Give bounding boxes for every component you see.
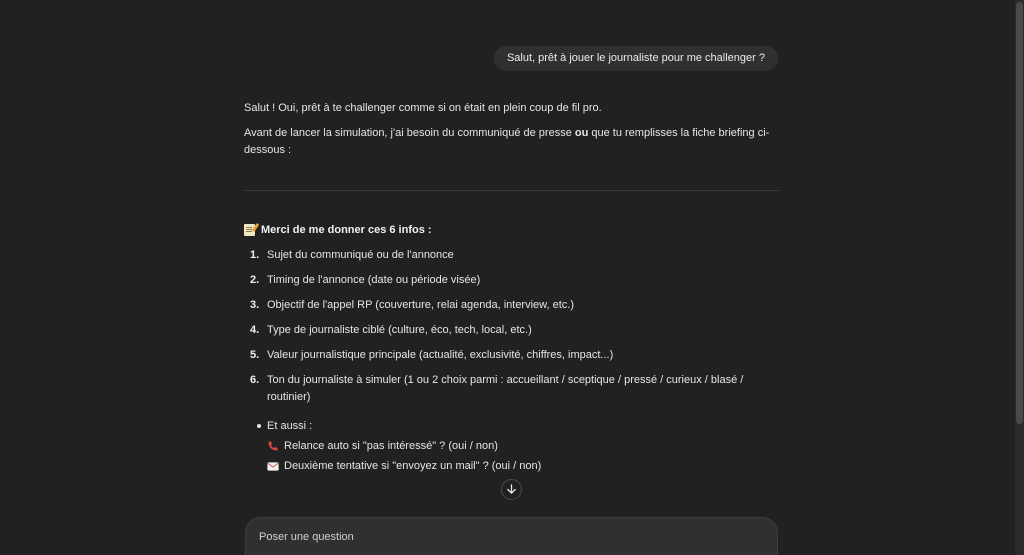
list-item-number: 4. bbox=[250, 324, 260, 336]
user-message-bubble bbox=[494, 46, 778, 71]
question-input[interactable] bbox=[259, 529, 739, 545]
bullet bbox=[244, 417, 267, 476]
list-item-text: Timing de l'annonce (date ou période visée) bbox=[267, 274, 481, 286]
list-item-number: 6. bbox=[250, 374, 260, 386]
telephone-receiver-icon bbox=[267, 440, 279, 452]
section-title bbox=[244, 222, 778, 238]
list-item-number: 3. bbox=[250, 299, 260, 311]
briefing-list bbox=[244, 247, 778, 406]
extra-options bbox=[244, 417, 778, 476]
extra-line-text: Deuxième tentative si "envoyez un mail" ? (oui / non) bbox=[284, 459, 542, 472]
extra-line-text: Relance auto si "pas intéressé" ? (oui / non) bbox=[284, 439, 498, 452]
list-item-text: Objectif de l'appel RP (couverture, relai agenda, interview, etc.) bbox=[267, 299, 575, 311]
list-item-number: 5. bbox=[250, 349, 260, 361]
list-item-text: Ton du journaliste à simuler (1 ou 2 choix parmi : accueillant / sceptique / pressé / curieux / blasé / routinier) bbox=[267, 374, 744, 403]
extra-line-relance bbox=[267, 436, 778, 456]
section-title-text: Merci de me donner ces 6 infos : bbox=[261, 224, 432, 236]
scrollbar-track[interactable] bbox=[1015, 0, 1024, 555]
bullet-dot bbox=[257, 424, 261, 428]
briefing-section bbox=[244, 222, 778, 476]
arrow-down-icon bbox=[506, 484, 517, 495]
list-item-number: 2. bbox=[250, 274, 260, 286]
assistant-message bbox=[244, 100, 778, 159]
list-item bbox=[244, 322, 778, 339]
list-item bbox=[244, 347, 778, 364]
request-text-before: Avant de lancer la simulation, j'ai besoin du communiqué de presse bbox=[244, 127, 575, 139]
request-text-after: que tu remplisses la fiche briefing ci-dessous : bbox=[244, 127, 770, 156]
list-item-text: Type de journaliste ciblé (culture, éco, tech, local, etc.) bbox=[267, 324, 532, 336]
assistant-intro: Salut ! Oui, prêt à te challenger comme si on était en plein coup de fil pro. bbox=[244, 102, 602, 114]
list-item-number: 1. bbox=[250, 249, 260, 261]
list-item bbox=[244, 297, 778, 314]
list-item-text: Sujet du communiqué ou de l'annonce bbox=[267, 249, 454, 261]
scroll-to-bottom-button[interactable] bbox=[501, 479, 522, 500]
request-text-bold: ou bbox=[574, 127, 589, 139]
user-message-text: Salut, prêt à jouer le journaliste pour me challenger ? bbox=[506, 52, 765, 64]
scrollbar-thumb[interactable] bbox=[1016, 2, 1023, 424]
message-composer[interactable] bbox=[245, 517, 778, 555]
list-item bbox=[244, 272, 778, 289]
message-divider bbox=[244, 190, 779, 191]
list-item-text: Valeur journalistique principale (actualité, exclusivité, chiffres, impact...) bbox=[267, 349, 614, 361]
list-item bbox=[244, 372, 778, 406]
envelope-icon bbox=[267, 462, 279, 471]
extra-label: Et aussi : bbox=[267, 420, 313, 432]
memo-icon bbox=[244, 224, 255, 236]
list-item bbox=[244, 247, 778, 264]
extra-options-body bbox=[267, 417, 778, 476]
extra-line-mail bbox=[267, 456, 778, 476]
assistant-request bbox=[244, 125, 778, 159]
